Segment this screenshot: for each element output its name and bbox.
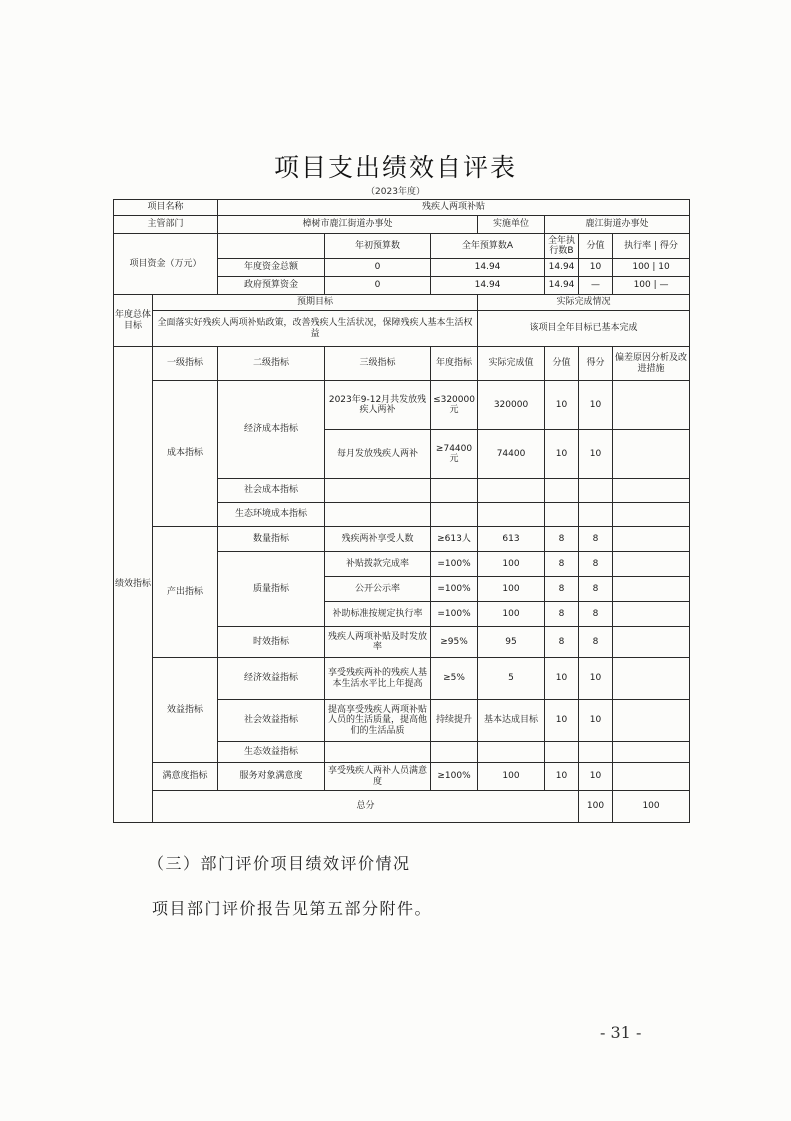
cost-r2-name: 每月发放残疾人两补 [325,430,431,479]
gov-budget-initial: 0 [325,277,431,295]
header-level3: 三级指标 [325,347,431,381]
row-benefit-1 [114,658,690,700]
indicators-section-label: 绩效指标 [114,347,153,823]
cost-r2-annual: ≥74400元 [431,430,478,479]
output-r1-score-value: 8 [545,527,579,552]
gov-budget-exec: 14.94 [545,277,579,295]
benefit-r1-actual: 5 [478,658,545,700]
gov-budget-label: 政府预算资金 [218,277,325,295]
output-r4-name: 补助标准按规定执行率 [325,602,431,627]
dept-value: 樟树市鹿江街道办事处 [218,216,478,234]
row-project-name [114,200,690,216]
output-r5-actual: 95 [478,627,545,658]
benefit-economic-label: 经济效益指标 [218,658,325,700]
header-score: 得分 [579,347,613,381]
output-r5-annual: ≥95% [431,627,478,658]
output-r2-score-value: 8 [545,552,579,577]
unit-label: 实施单位 [478,216,545,234]
header-deviation: 偏差原因分析及改进措施 [613,347,690,381]
satisfaction-label: 满意度指标 [153,763,218,791]
annual-total-initial: 0 [325,259,431,277]
section-heading: （三）部门评价项目绩效评价情况 [148,854,411,873]
output-quantity-label: 数量指标 [218,527,325,552]
benefit-r1-score-value: 10 [545,658,579,700]
cost-r1-annual: ≤320000元 [431,381,478,430]
cost-economic-label: 经济成本指标 [218,381,325,479]
cost-r1-score-value: 10 [545,381,579,430]
performance-table [113,199,690,823]
goals-label: 年度总体目标 [114,295,153,347]
output-r2-annual: =100% [431,552,478,577]
dept-label: 主管部门 [114,216,218,234]
output-r1-score: 8 [579,527,613,552]
body-paragraph: 项目部门评价报告见第五部分附件。 [152,899,433,918]
benefit-r1-deviation [613,658,690,700]
row-department [114,216,690,234]
row-total [114,791,690,823]
output-r5-deviation [613,627,690,658]
output-r3-name: 公开公示率 [325,577,431,602]
output-r1-deviation [613,527,690,552]
actual-goal-label: 实际完成情况 [478,295,690,311]
satisfaction-r1-score: 10 [579,763,613,791]
gov-budget-score: — [659,280,669,291]
row-cost-1 [114,381,690,430]
benefit-r1-name: 享受残疾两补的残疾人基本生活水平比上年提高 [325,658,431,700]
cost-r2-score-value: 10 [545,430,579,479]
output-label: 产出指标 [153,527,218,658]
output-r4-annual: =100% [431,602,478,627]
cost-r2-score: 10 [579,430,613,479]
benefit-social-label: 社会效益指标 [218,700,325,742]
annual-total-exec: 14.94 [545,259,579,277]
total-score-value: 100 [579,791,613,823]
funds-header-blank [218,234,325,259]
header-level1: 一级指标 [153,347,218,381]
annual-total-exec-rate: 100 [632,262,650,273]
benefit-r2-annual: 持续提升 [431,700,478,742]
gov-budget-rate-score: 100 | — [613,277,690,295]
output-r4-score: 8 [579,602,613,627]
output-r3-annual: =100% [431,577,478,602]
row-indicator-header [114,347,690,381]
row-satisfaction [114,763,690,791]
header-level2: 二级指标 [218,347,325,381]
annual-total-rate-score: 100 | 10 [613,259,690,277]
actual-goal-text: 该项目全年目标已基本完成 [478,311,690,347]
output-r3-deviation [613,577,690,602]
project-name-value: 残疾人两项补贴 [218,200,690,216]
output-r5-name: 残疾人两项补贴及时发放率 [325,627,431,658]
output-r1-actual: 613 [478,527,545,552]
row-funds-header [114,234,690,259]
output-r5-score-value: 8 [545,627,579,658]
expected-goal-label: 预期目标 [153,295,478,311]
benefit-r1-score: 10 [579,658,613,700]
gov-budget-exec-rate: 100 [633,280,651,291]
col-exec-rate-score: 执行率 | 得分 [613,234,690,259]
output-r3-actual: 100 [478,577,545,602]
cost-r2-actual: 74400 [478,430,545,479]
output-r5-score: 8 [579,627,613,658]
cost-label: 成本指标 [153,381,218,527]
output-r4-score-value: 8 [545,602,579,627]
satisfaction-r1-deviation [613,763,690,791]
cost-r1-score: 10 [579,381,613,430]
cost-r1-name: 2023年9-12月共发放残疾人两补 [325,381,431,430]
benefit-r2-deviation [613,700,690,742]
benefit-r2-score-value: 10 [545,700,579,742]
satisfaction-r1-actual: 100 [478,763,545,791]
annual-total-score: 10 [658,262,670,273]
satisfaction-r1-name: 享受残疾人两补人员满意度 [325,763,431,791]
output-r2-deviation [613,552,690,577]
output-r4-actual: 100 [478,602,545,627]
cost-eco-label: 生态环境成本指标 [218,503,325,527]
report-year: （2023年度） [366,187,425,197]
total-label: 总分 [153,791,579,823]
unit-value: 鹿江街道办事处 [545,216,690,234]
project-name-label: 项目名称 [114,200,218,216]
benefit-eco-label: 生态效益指标 [218,742,325,763]
benefit-r2-score: 10 [579,700,613,742]
col-score: 得分 [659,240,678,251]
output-r2-actual: 100 [478,552,545,577]
col-initial-budget: 年初预算数 [325,234,431,259]
col-exec-rate: 执行率 [624,240,652,251]
output-r2-name: 补贴拨款完成率 [325,552,431,577]
output-r1-annual: ≥613人 [431,527,478,552]
annual-total-full: 14.94 [431,259,545,277]
funds-label: 项目资金（万元） [114,234,218,295]
gov-budget-full: 14.94 [431,277,545,295]
row-goals [114,311,690,347]
header-score-value: 分值 [545,347,579,381]
cost-r2-deviation [613,430,690,479]
header-annual: 年度指标 [431,347,478,381]
annual-total-score-value: 10 [579,259,613,277]
benefit-label: 效益指标 [153,658,218,763]
page-title: 项目支出绩效自评表 [273,153,517,182]
header-actual: 实际完成值 [478,347,545,381]
col-score-value: 分值 [579,234,613,259]
output-r4-deviation [613,602,690,627]
col-exec-amount: 全年执行数B [545,234,579,259]
page-number: - 31 - [600,1023,642,1042]
output-timeliness-label: 时效指标 [218,627,325,658]
output-quality-label: 质量指标 [218,552,325,627]
total-score: 100 [613,791,690,823]
cost-r1-deviation [613,381,690,430]
col-full-budget: 全年预算数A [431,234,545,259]
satisfaction-r1-score-value: 10 [545,763,579,791]
gov-budget-score-value: — [579,277,613,295]
cost-social-label: 社会成本指标 [218,479,325,503]
cost-r1-actual: 320000 [478,381,545,430]
row-goals-header [114,295,690,311]
row-output-1 [114,527,690,552]
satisfaction-service-label: 服务对象满意度 [218,763,325,791]
satisfaction-r1-annual: ≥100% [431,763,478,791]
benefit-r1-annual: ≥5% [431,658,478,700]
expected-goal-text: 全面落实好残疾人两项补贴政策，改善残疾人生活状况，保障残疾人基本生活权益 [153,311,478,347]
output-r1-name: 残疾两补享受人数 [325,527,431,552]
benefit-r2-name: 提高享受残疾人两项补贴人员的生活质量，提高他们的生活品质 [325,700,431,742]
benefit-r2-actual: 基本达成目标 [478,700,545,742]
output-r3-score: 8 [579,577,613,602]
output-r3-score-value: 8 [545,577,579,602]
annual-total-label: 年度资金总额 [218,259,325,277]
output-r2-score: 8 [579,552,613,577]
